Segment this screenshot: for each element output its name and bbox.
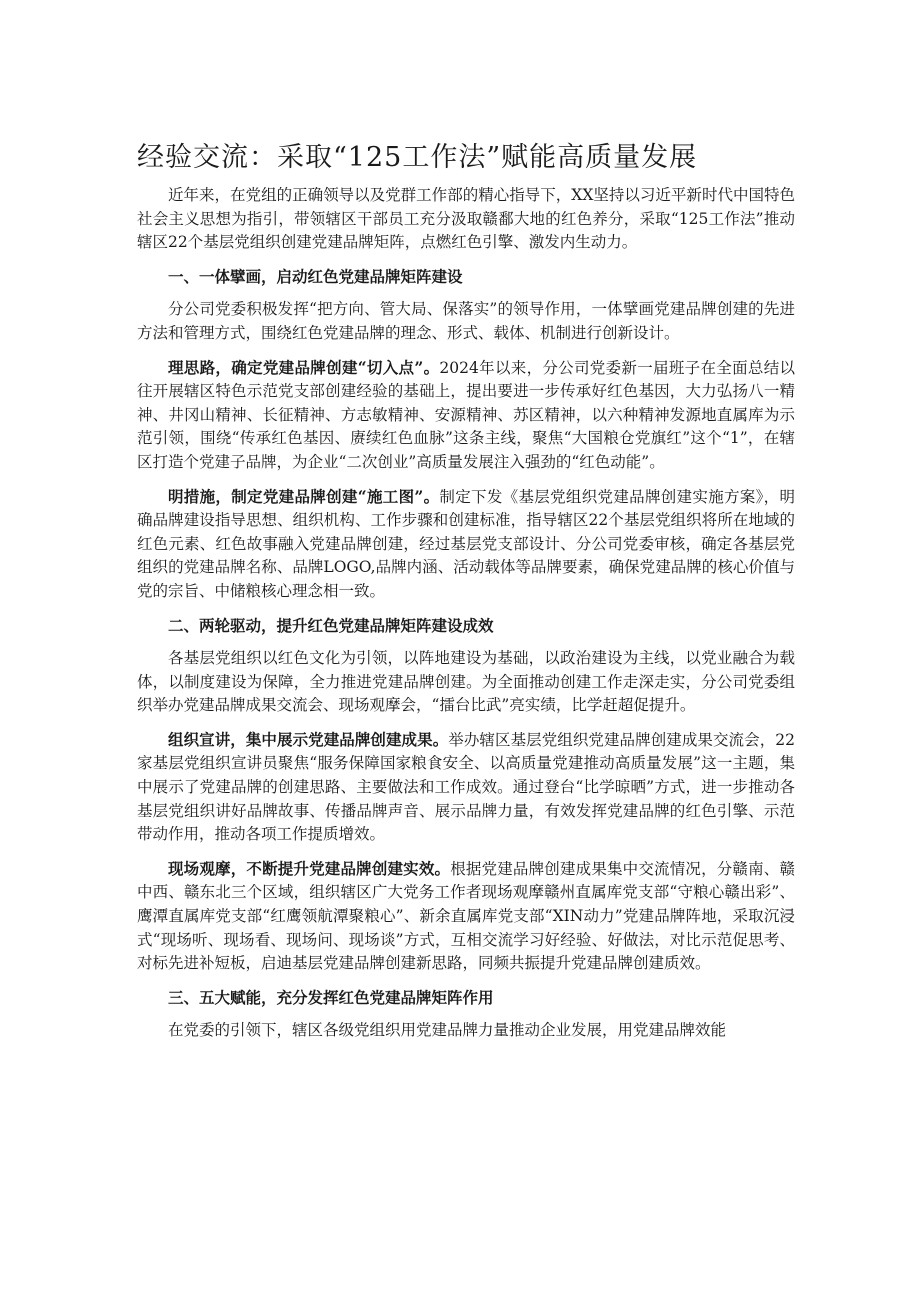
section-1-paragraph-3-text: 制定下发《基层党组织党建品牌创建实施方案》，明确品牌建设指导思想、组织机构、工作步骤和创建标准，指导辖区22个基层党组织将所在地域的红色元素、红色故事融入党建品牌创建，经过基层党支部设计、分公司党委审核，确定各基层党组织的党建品牌名称、品牌LOGO,品牌内涵、活动载体等品牌要素，确保党建品牌的核心价值与党的宗旨、中储粮核心理念相一致。	[137, 487, 795, 600]
section-2-paragraph-3-lead: 现场观摩，不断提升党建品牌创建实效。	[168, 858, 451, 878]
section-2-paragraph-2-lead: 组织宣讲，集中展示党建品牌创建成果。	[168, 729, 449, 749]
section-2-heading: 二、两轮驱动，提升红色党建品牌矩阵建设成效	[168, 615, 494, 635]
intro-paragraph: 近年来，在党组的正确领导以及党群工作部的精心指导下，XX坚持以习近平新时代中国特色社会主义思想为指引，带领辖区干部员工充分汲取赣鄱大地的红色养分，采取“125工作法”推动辖区22个基层党组织创建党建品牌矩阵，点燃红色引擎、激发内生动力。	[137, 186, 795, 252]
section-3-heading: 三、五大赋能，充分发挥红色党建品牌矩阵作用	[168, 987, 494, 1007]
section-1-paragraph-2-text: 2024年以来，分公司党委新一届班子在全面总结以往开展辖区特色示范党支部创建经验的基础上，提出要进一步传承好红色基因，大力弘扬八一精神、井冈山精神、长征精神、方志敏精神、安源精神、苏区精神，以六种精神发源地直属库为示范引领，围绕“传承红色基因、赓续红色血脉”这条主线，聚焦“大国粮仓党旗红”这个“1”，在辖区打造个党建子品牌，为企业“二次创业”高质量发展注入强劲的“红色动能”。	[137, 358, 795, 471]
document-title: 经验交流：采取“125工作法”赋能高质量发展	[137, 142, 698, 173]
section-2-paragraph-3-text: 根据党建品牌创建成果集中交流情况，分赣南、赣中西、赣东北三个区域，组织辖区广大党务工作者现场观摩赣州直属库党支部“守粮心赣出彩”、鹰潭直属库党支部“红鹰领航潭聚粮心”、新余直属库党支部“XIN动力”党建品牌阵地，采取沉浸式“现场听、现场看、现场问、现场谈”方式，互相交流学习好经验、好做法，对比示范促思考、对标先进补短板，启迪基层党建品牌创建新思路，同频共振提升党建品牌创建质效。	[137, 859, 795, 973]
section-3-paragraph-1: 在党委的引领下，辖区各级党组织用党建品牌力量推动企业发展，用党建品牌效能	[168, 1021, 727, 1040]
section-2-paragraph-2	[137, 728, 795, 847]
section-2-paragraph-2-text: 举办辖区基层党组织党建品牌创建成果交流会，22家基层党组织宣讲员聚焦“服务保障国家粮食安全、以高质量党建推动高质量发展”这一主题，集中展示了党建品牌的创建思路、主要做法和工作成效。通过登台“比学晾晒”方式，进一步推动各基层党组织讲好品牌故事、传播品牌声音、展示品牌力量，有效发挥党建品牌的红色引擎、示范带动作用，推动各项工作提质增效。	[137, 730, 795, 844]
document-body	[137, 184, 795, 1053]
section-2-paragraph-3	[137, 857, 795, 976]
section-1-paragraph-3-lead: 明措施，制定党建品牌创建“施工图”。	[168, 486, 440, 506]
section-1-paragraph-2	[137, 356, 795, 475]
section-1-paragraph-1: 分公司党委积极发挥“把方向、管大局、保落实”的领导作用，一体擘画党建品牌创建的先进方法和管理方式，围绕红色党建品牌的理念、形式、载体、机制进行创新设计。	[137, 300, 795, 342]
section-2-paragraph-1: 各基层党组织以红色文化为引领，以阵地建设为基础，以政治建设为主线，以党业融合为载体，以制度建设为保障，全力推进党建品牌创建。为全面推动创建工作走深走实，分公司党委组织举办党建品牌成果交流会、现场观摩会，“擂台比武”亮实绩，比学赶超促提升。	[137, 649, 795, 715]
section-1-paragraph-3	[137, 485, 795, 604]
section-1-heading: 一、一体擘画，启动红色党建品牌矩阵建设	[168, 266, 463, 286]
section-1-paragraph-2-lead: 理思路，确定党建品牌创建“切入点”。	[168, 357, 440, 377]
